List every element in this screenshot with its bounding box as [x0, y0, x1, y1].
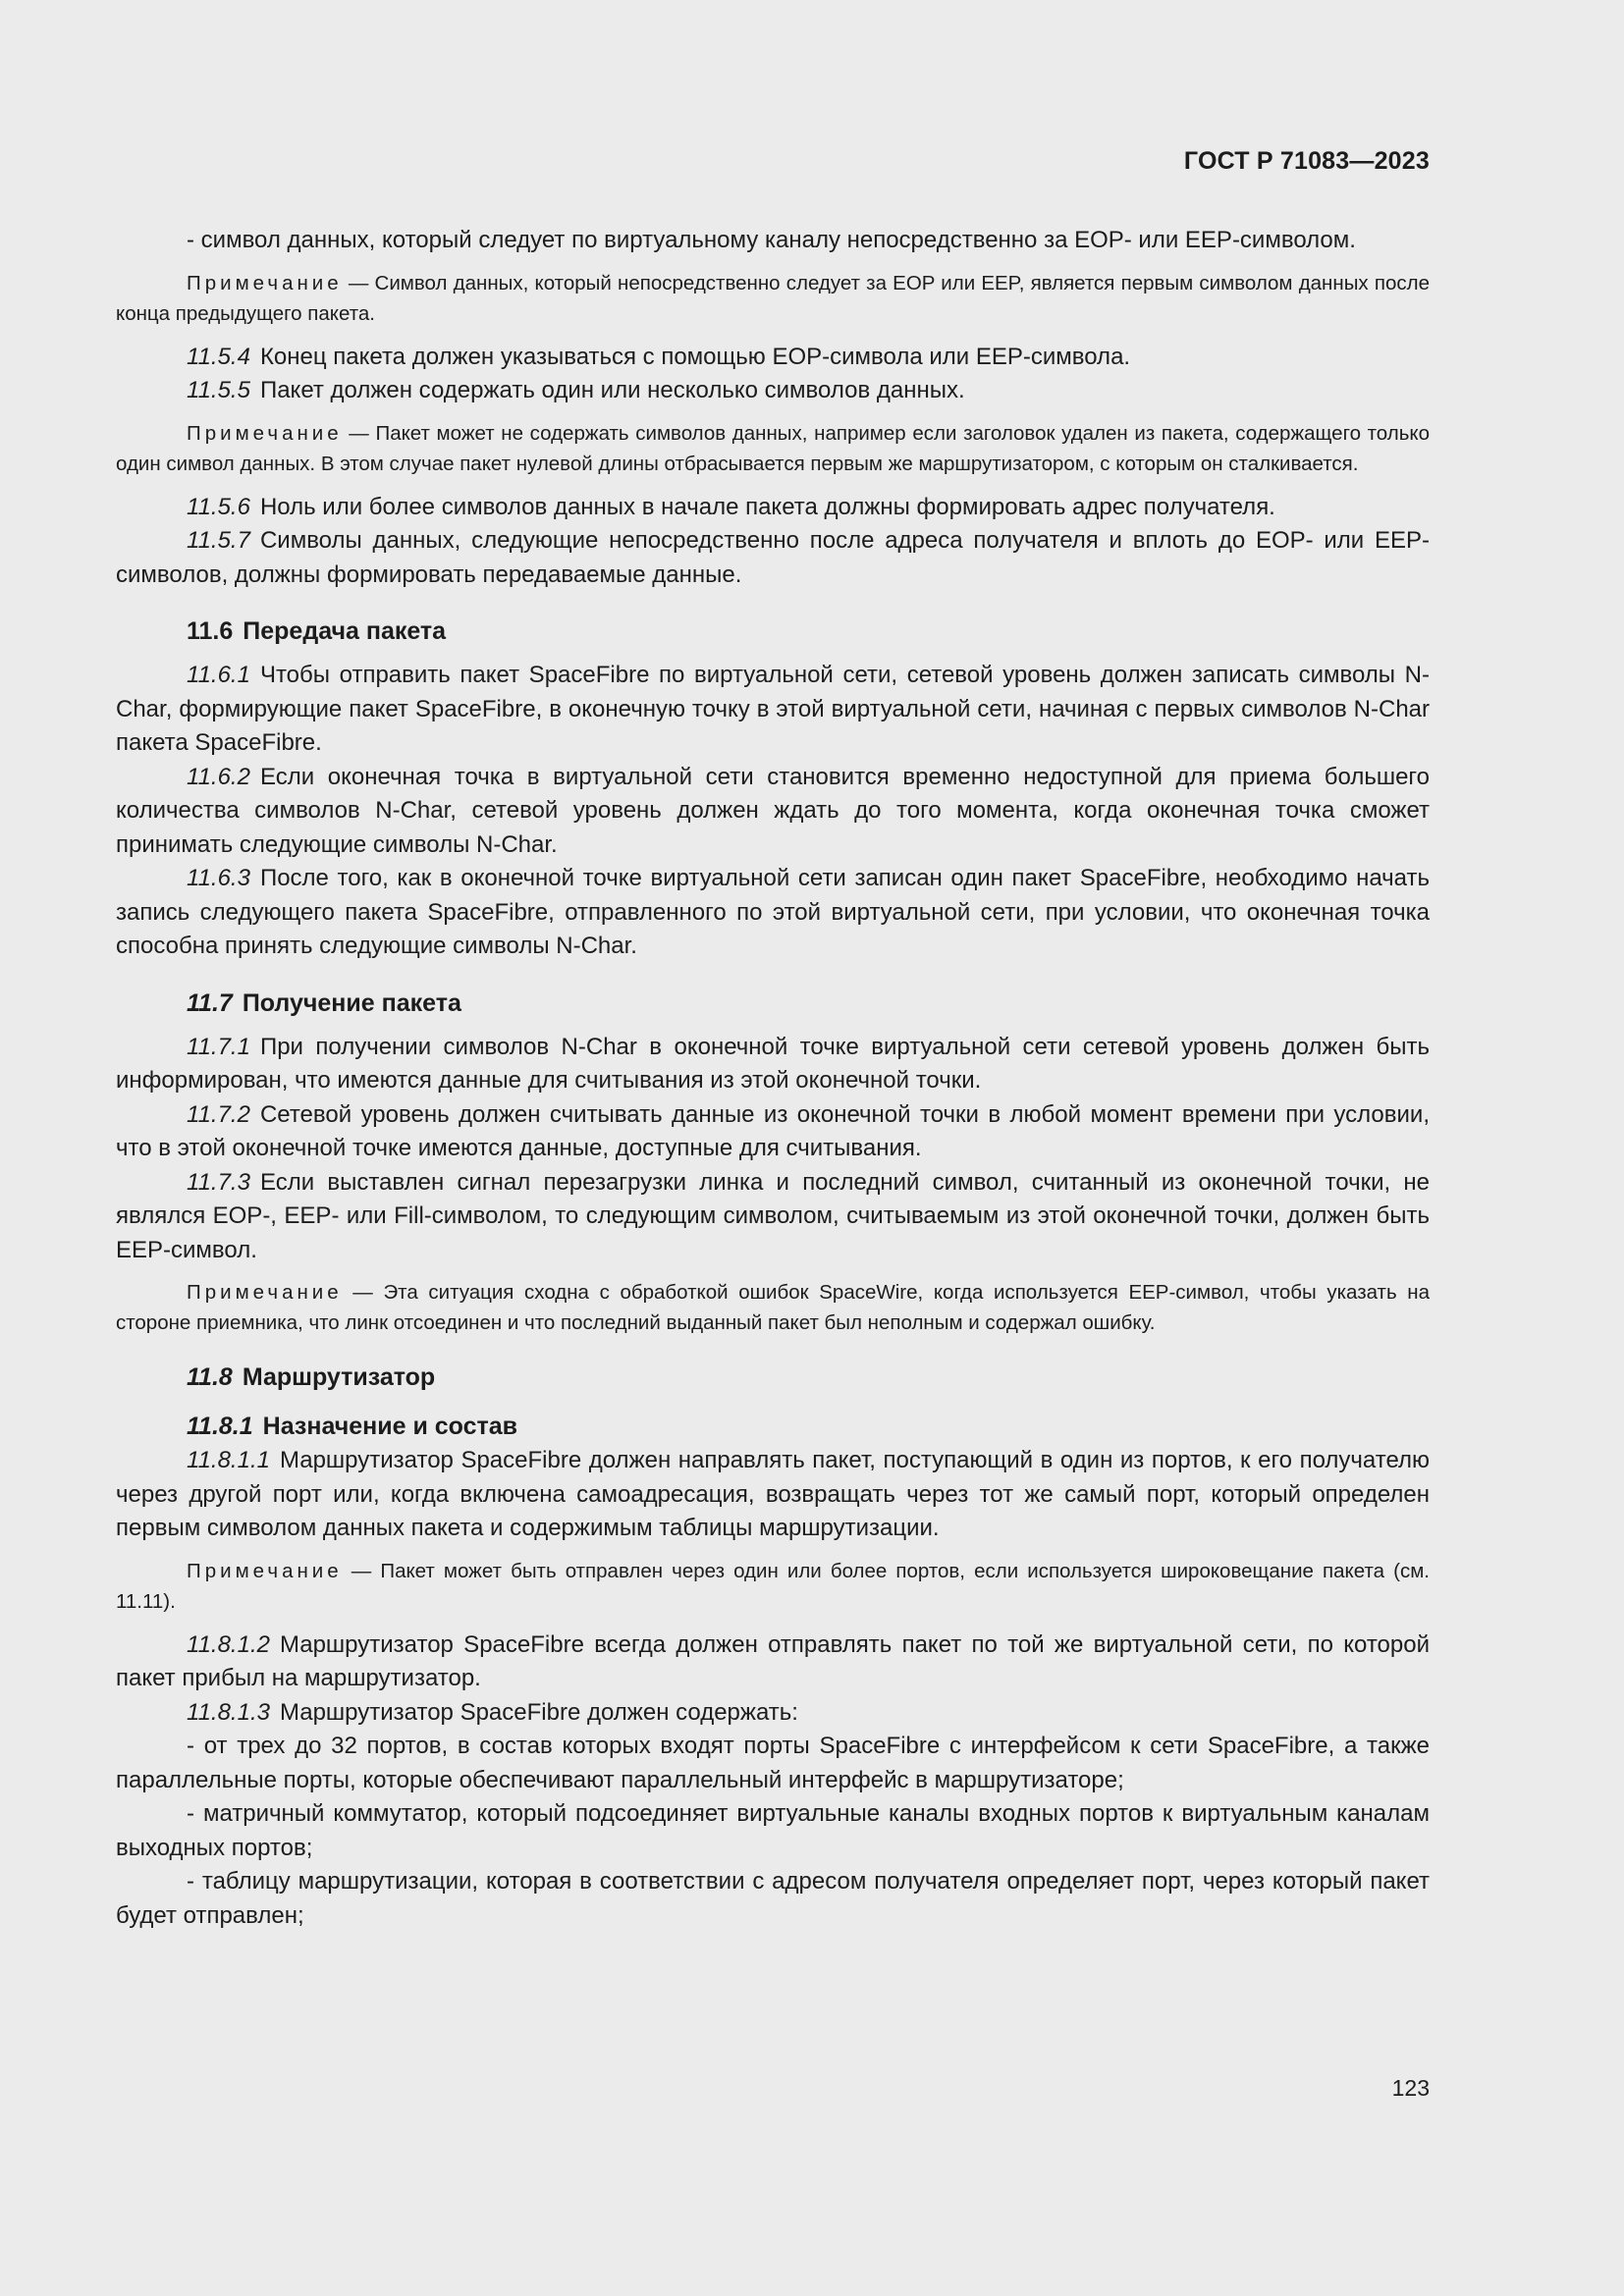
body-paragraph — [116, 224, 1430, 258]
section-title: Получение пакета — [242, 988, 461, 1017]
paragraph-text: После того, как в оконечной точке виртуальной сети записан один пакет SpaceFibre, необходимо начать запись следующего пакета SpaceFibre, отправленного по этой виртуальной сети, при условии, что оконечная точка способна принять следующие символы N-Char. — [116, 865, 1430, 959]
note-text: — Пакет может не содержать символов данных, например если заголовок удален из пакета, содержащего только один символ данных. В этом случае пакет нулевой длины отбрасывается первым же маршрутизатором, с которым он сталкивается. — [116, 421, 1430, 475]
section-title: Передача пакета — [243, 617, 447, 645]
note-label: Примечание — [187, 421, 343, 445]
paragraph-text: Символы данных, следующие непосредственно после адреса получателя и вплоть до EOP- или EEP-символов, должны формировать передаваемые данные. — [116, 527, 1430, 588]
clause-number: 11.5.4 — [187, 343, 250, 370]
note-paragraph — [116, 268, 1430, 329]
clause-number: 11.7.1 — [187, 1033, 250, 1060]
paragraph-text: - символ данных, который следует по виртуальному каналу непосредственно за EOP- или EEP-символом. — [187, 227, 1356, 253]
page-content — [116, 224, 1430, 1933]
clause-number: 11.6.3 — [187, 865, 250, 891]
note-label: Примечание — [187, 1559, 343, 1582]
paragraph-text: Маршрутизатор SpaceFibre должен направлять пакет, поступающий в один из портов, к его получателю через другой порт или, когда включена самоадресация, возвращать через тот же самый порт, который определен первым символом данных пакета и содержимым таблицы маршрутизации. — [116, 1447, 1430, 1541]
body-paragraph — [116, 659, 1430, 761]
subsection-heading — [116, 1409, 1430, 1444]
paragraph-text: Сетевой уровень должен считывать данные из оконечной точки в любой момент времени при условии, что в этой оконечной точке имеются данные, доступные для считывания. — [116, 1100, 1430, 1161]
body-paragraph — [116, 341, 1430, 375]
note-text: — Пакет может быть отправлен через один или более портов, если используется широковещание пакета (см. 11.11). — [116, 1559, 1430, 1613]
clause-number: 11.7.2 — [187, 1100, 250, 1128]
clause-number: 11.5.5 — [187, 377, 250, 403]
note-label: Примечание — [187, 1281, 343, 1304]
body-paragraph — [116, 1730, 1430, 1797]
page-number: 123 — [1391, 2075, 1430, 2101]
body-paragraph — [116, 491, 1430, 525]
paragraph-text: Если выставлен сигнал перезагрузки линка и последний символ, считанный из оконечной точки, не являлся EOP-, EEP- или Fill-символом, то следующим символом, считываемым из этой оконечной точки, должен быть EEP-символ. — [116, 1168, 1430, 1263]
paragraph-text: Конец пакета должен указываться с помощью EOP-символа или EEP-символа. — [259, 343, 1131, 370]
clause-number: 11.5.6 — [187, 493, 250, 520]
body-paragraph — [116, 1031, 1430, 1098]
paragraph-text: Маршрутизатор SpaceFibre должен содержать: — [279, 1698, 798, 1726]
note-paragraph — [116, 1277, 1430, 1338]
paragraph-text: Если оконечная точка в виртуальной сети становится временно недоступной для приема большего количества символов N-Char, сетевой уровень должен ждать до того момента, когда оконечная точка сможет принимать следующие символы N-Char. — [116, 763, 1430, 858]
body-paragraph — [116, 1444, 1430, 1546]
paragraph-text: При получении символов N-Char в оконечной точке виртуальной сети сетевой уровень должен быть информирован, что имеются данные для считывания из этой оконечной точки. — [116, 1033, 1430, 1094]
note-text: — Символ данных, который непосредственно следует за EOP или EEP, является первым символом данных после конца предыдущего пакета. — [116, 271, 1430, 325]
section-number: 11.8 — [187, 1363, 233, 1391]
clause-number: 11.7.3 — [187, 1168, 250, 1196]
body-paragraph — [116, 374, 1430, 408]
paragraph-text: Чтобы отправить пакет SpaceFibre по виртуальной сети, сетевой уровень должен записать символы N-Char, формирующие пакет SpaceFibre, в оконечную точку в этой виртуальной сети, начиная с первых символов N-Char пакета SpaceFibre. — [116, 662, 1430, 756]
clause-number: 11.8.1.1 — [187, 1447, 270, 1473]
clause-number: 11.8.1.2 — [187, 1630, 270, 1658]
section-heading — [116, 614, 1430, 649]
paragraph-text: Пакет должен содержать один или несколько символов данных. — [259, 377, 965, 403]
clause-number: 11.6.2 — [187, 763, 250, 790]
body-paragraph — [116, 524, 1430, 592]
body-paragraph — [116, 1166, 1430, 1268]
clause-number: 11.6.1 — [187, 662, 250, 688]
section-title: Маршрутизатор — [242, 1363, 436, 1391]
note-paragraph — [116, 1556, 1430, 1617]
body-paragraph — [116, 1098, 1430, 1166]
note-text: — Эта ситуация сходна с обработкой ошибок SpaceWire, когда используется EEP-символ, чтобы указать на стороне приемника, что линк отсоединен и что последний выданный пакет был неполным и содержал ошибку. — [116, 1281, 1430, 1334]
body-paragraph — [116, 1797, 1430, 1865]
clause-number: 11.8.1.3 — [187, 1698, 270, 1726]
section-number: 11.6 — [187, 617, 234, 645]
clause-number: 11.5.7 — [187, 527, 250, 554]
paragraph-text: - матричный коммутатор, который подсоединяет виртуальные каналы входных портов к виртуальным каналам выходных портов; — [116, 1800, 1430, 1861]
paragraph-text: - от трех до 32 портов, в состав которых входят порты SpaceFibre с интерфейсом к сети SpaceFibre, а также параллельные порты, которые обеспечивают параллельный интерфейс в маршрутизаторе; — [116, 1733, 1430, 1793]
paragraph-text: Маршрутизатор SpaceFibre всегда должен отправлять пакет по той же виртуальной сети, по которой пакет прибыл на маршрутизатор. — [116, 1630, 1430, 1691]
body-paragraph — [116, 761, 1430, 863]
body-paragraph — [116, 1865, 1430, 1933]
paragraph-text: - таблицу маршрутизации, которая в соответствии с адресом получателя определяет порт, через который пакет будет отправлен; — [116, 1868, 1430, 1929]
note-paragraph — [116, 418, 1430, 479]
section-number: 11.7 — [187, 988, 233, 1017]
paragraph-text: Ноль или более символов данных в начале пакета должны формировать адрес получателя. — [259, 493, 1275, 520]
body-paragraph — [116, 862, 1430, 964]
body-paragraph — [116, 1696, 1430, 1731]
section-title: Назначение и состав — [262, 1413, 518, 1440]
note-label: Примечание — [187, 271, 343, 294]
section-number: 11.8.1 — [187, 1413, 253, 1440]
section-heading — [116, 986, 1430, 1021]
body-paragraph — [116, 1629, 1430, 1696]
section-heading — [116, 1360, 1430, 1395]
standard-header: ГОСТ Р 71083—2023 — [1183, 147, 1430, 175]
